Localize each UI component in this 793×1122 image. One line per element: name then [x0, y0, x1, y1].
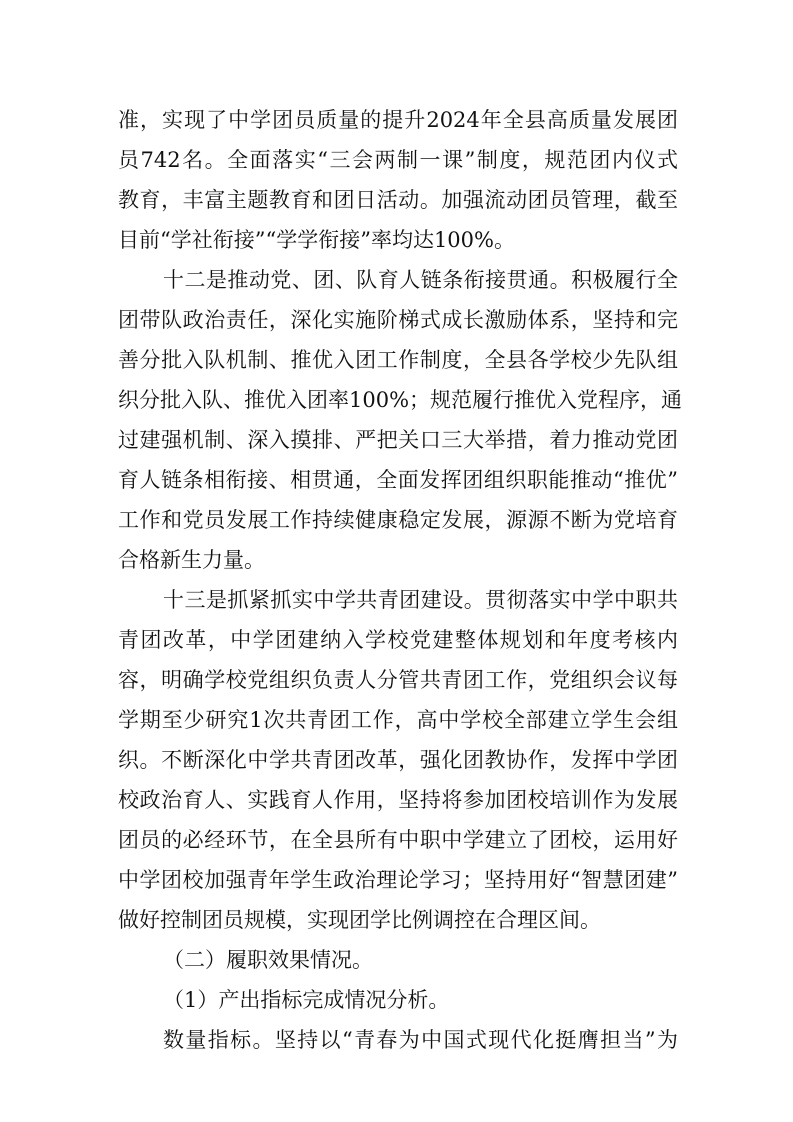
text-line: 织。不断深化中学共青团改革，强化团教协作，发挥中学团 — [118, 748, 678, 772]
text-line: 校政治育人、实践育人作用，坚持将参加团校培训作为发展 — [118, 788, 678, 812]
text-line: 工作和党员发展工作持续健康稳定发展，源源不断为党培育 — [118, 508, 678, 532]
text-line: 团带队政治责任，深化实施阶梯式成长激励体系，坚持和完 — [118, 308, 678, 332]
text-line: 教育，丰富主题教育和团日活动。加强流动团员管理，截至 — [118, 188, 678, 212]
text-line: 容，明确学校党组织负责人分管共青团工作，党组织会议每 — [118, 668, 678, 692]
subsection-heading: （1）产出指标完成情况分析。 — [163, 988, 450, 1012]
text-line: 青团改革，中学团建纳入学校党建整体规划和年度考核内 — [118, 628, 678, 652]
paragraph-12-start: 十二是推动党、团、队育人链条衔接贯通。积极履行全 — [163, 268, 678, 292]
text-line: 育人链条相衔接、相贯通，全面发挥团组织职能推动“推优” — [118, 468, 678, 492]
text-line: 善分批入队机制、推优入团工作制度，全县各学校少先队组 — [118, 348, 678, 372]
text-line: 准，实现了中学团员质量的提升2024年全县高质量发展团 — [118, 108, 678, 132]
text-line: 过建强机制、深入摸排、严把关口三大举措，着力推动党团 — [118, 428, 678, 452]
text-line: 织分批入队、推优入团率100%；规范履行推优入党程序，通 — [118, 388, 683, 412]
text-line: 学期至少研究1次共青团工作，高中学校全部建立学生会组 — [118, 708, 678, 732]
text-line: 合格新生力量。 — [118, 548, 265, 572]
text-line: 员742名。全面落实“三会两制一课”制度，规范团内仪式 — [118, 148, 678, 172]
section-heading: （二）履职效果情况。 — [163, 948, 373, 972]
text-line: 中学团校加强青年学生政治理论学习；坚持用好“智慧团建” — [118, 868, 678, 892]
text-line: 团员的必经环节，在全县所有中职中学建立了团校，运用好 — [118, 828, 678, 852]
text-line: 做好控制团员规模，实现团学比例调控在合理区间。 — [118, 908, 601, 932]
paragraph-13-start: 十三是抓紧抓实中学共青团建设。贯彻落实中学中职共 — [163, 588, 678, 612]
paragraph-quantity-start: 数量指标。坚持以“青春为中国式现代化挺膺担当”为 — [163, 1028, 678, 1052]
text-line: 目前“学社衔接”“学学衔接”率均达100%。 — [118, 228, 515, 252]
